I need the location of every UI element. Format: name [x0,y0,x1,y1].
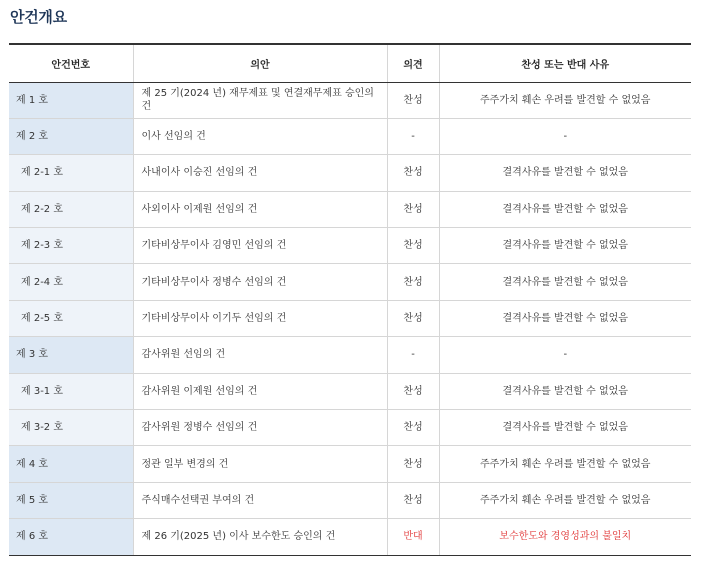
table-row [9,519,691,555]
agenda-title-cell: 감사위원 이제원 선임의 건 [133,373,387,409]
table-row [9,373,691,409]
opinion-cell: 찬성 [387,410,439,446]
agenda-number-cell: 제 5 호 [9,482,133,518]
table-row [9,191,691,227]
table-row [9,264,691,300]
reason-cell: 결격사유를 발견할 수 없었음 [439,264,691,300]
header-agenda: 의안 [133,44,387,82]
agenda-title-cell: 사외이사 이제원 선임의 건 [133,191,387,227]
agenda-title-cell: 제 25 기(2024 년) 재무제표 및 연결재무제표 승인의 건 [133,82,387,118]
table-row [9,300,691,336]
header-number: 안건번호 [9,44,133,82]
reason-cell: 결격사유를 발견할 수 없었음 [439,410,691,446]
reason-cell: 결격사유를 발견할 수 없었음 [439,155,691,191]
header-reason: 찬성 또는 반대 사유 [439,44,691,82]
agenda-number-cell: 제 6 호 [9,519,133,555]
opinion-cell: 찬성 [387,82,439,118]
agenda-number-cell: 제 3 호 [9,337,133,373]
opinion-cell: 반대 [387,519,439,555]
reason-cell: 결격사유를 발견할 수 없었음 [439,228,691,264]
header-opinion: 의견 [387,44,439,82]
table-row [9,82,691,118]
agenda-number-cell: 제 2-1 호 [9,155,133,191]
table-row [9,118,691,154]
agenda-number-cell: 제 2-4 호 [9,264,133,300]
table-body [9,82,691,555]
opinion-cell: 찬성 [387,228,439,264]
agenda-number-cell: 제 1 호 [9,82,133,118]
agenda-title-cell: 주식매수선택권 부여의 건 [133,482,387,518]
agenda-title-cell: 제 26 기(2025 년) 이사 보수한도 승인의 건 [133,519,387,555]
opinion-cell: 찬성 [387,191,439,227]
opinion-cell: 찬성 [387,155,439,191]
opinion-cell: 찬성 [387,482,439,518]
table-header [9,44,691,82]
opinion-cell: 찬성 [387,373,439,409]
reason-cell: 주주가치 훼손 우려를 발견할 수 없었음 [439,482,691,518]
agenda-number-cell: 제 3-2 호 [9,410,133,446]
agenda-number-cell: 제 4 호 [9,446,133,482]
agenda-table [9,43,691,556]
reason-cell: 결격사유를 발견할 수 없었음 [439,373,691,409]
agenda-title-cell: 사내이사 이승진 선임의 건 [133,155,387,191]
table-row [9,228,691,264]
agenda-number-cell: 제 2-5 호 [9,300,133,336]
agenda-title-cell: 기타비상무이사 정병수 선임의 건 [133,264,387,300]
table-row [9,482,691,518]
reason-cell: 결격사유를 발견할 수 없었음 [439,191,691,227]
opinion-cell: 찬성 [387,300,439,336]
reason-cell: 결격사유를 발견할 수 없었음 [439,300,691,336]
agenda-title-cell: 기타비상무이사 김영민 선임의 건 [133,228,387,264]
opinion-cell: 찬성 [387,264,439,300]
reason-cell: 보수한도와 경영성과의 불일치 [439,519,691,555]
table-row [9,337,691,373]
agenda-number-cell: 제 2 호 [9,118,133,154]
agenda-title-cell: 감사위원 정병수 선임의 건 [133,410,387,446]
agenda-title-cell: 기타비상무이사 이기두 선임의 건 [133,300,387,336]
opinion-cell: 찬성 [387,446,439,482]
reason-cell: 주주가치 훼손 우려를 발견할 수 없었음 [439,82,691,118]
reason-cell: 주주가치 훼손 우려를 발견할 수 없었음 [439,446,691,482]
agenda-number-cell: 제 3-1 호 [9,373,133,409]
agenda-title-cell: 감사위원 선임의 건 [133,337,387,373]
page-title: 안건개요 [10,8,67,26]
reason-cell: - [439,337,691,373]
table-row [9,155,691,191]
opinion-cell: - [387,337,439,373]
table-row [9,446,691,482]
agenda-number-cell: 제 2-3 호 [9,228,133,264]
agenda-title-cell: 이사 선임의 건 [133,118,387,154]
agenda-title-cell: 정관 일부 변경의 건 [133,446,387,482]
table-row [9,410,691,446]
header-row [9,44,691,82]
agenda-number-cell: 제 2-2 호 [9,191,133,227]
opinion-cell: - [387,118,439,154]
reason-cell: - [439,118,691,154]
